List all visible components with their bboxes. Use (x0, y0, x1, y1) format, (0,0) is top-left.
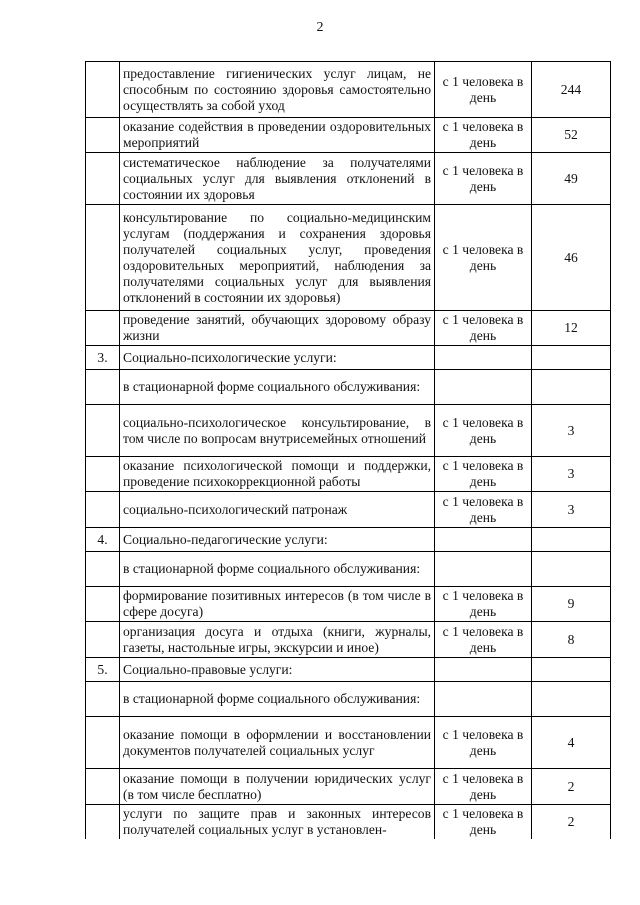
value-cell: 3 (532, 405, 611, 457)
unit-cell: с 1 человека в день (435, 118, 532, 153)
value-cell: 244 (532, 62, 611, 118)
table-row (86, 405, 611, 457)
row-number-cell (86, 492, 120, 528)
unit-cell: с 1 человека в день (435, 405, 532, 457)
unit-cell: с 1 человека в день (435, 457, 532, 492)
value-cell: 9 (532, 587, 611, 622)
service-name-cell: оказание помощи в получении юридических услуг (в том числе бесплатно) (120, 769, 435, 805)
page-number: 2 (316, 20, 324, 35)
row-number-cell (86, 118, 120, 153)
unit-cell (435, 528, 532, 552)
table-row (86, 717, 611, 769)
value-cell: 2 (532, 805, 611, 840)
row-number-cell: 4. (86, 528, 120, 552)
row-number-cell (86, 153, 120, 205)
row-number-cell: 5. (86, 658, 120, 682)
value-cell: 3 (532, 492, 611, 528)
value-cell: 52 (532, 118, 611, 153)
table-row (86, 658, 611, 682)
table-row (86, 805, 611, 840)
value-cell: 3 (532, 457, 611, 492)
service-name-cell: консультирование по социально-медицинским услугам (поддержания и сохранения здоровья получателей социальных услуг, проведения оздоровительных мероприятий, наблюдения за получателями социальных услуг для выявления отклонений в состоянии их здоровья) (120, 205, 435, 311)
unit-cell: с 1 человека в день (435, 492, 532, 528)
unit-cell (435, 346, 532, 370)
unit-cell: с 1 человека в день (435, 153, 532, 205)
value-cell (532, 552, 611, 587)
unit-cell (435, 370, 532, 405)
unit-cell: с 1 человека в день (435, 587, 532, 622)
row-number-cell (86, 587, 120, 622)
table-row (86, 370, 611, 405)
service-name-cell: в стационарной форме социального обслуживания: (120, 370, 435, 405)
unit-cell: с 1 человека в день (435, 769, 532, 805)
value-cell (532, 528, 611, 552)
row-number-cell (86, 311, 120, 346)
service-name-cell: в стационарной форме социального обслуживания: (120, 682, 435, 717)
services-table (85, 61, 611, 839)
unit-cell: с 1 человека в день (435, 717, 532, 769)
unit-cell: с 1 человека в день (435, 62, 532, 118)
table-row (86, 118, 611, 153)
value-cell (532, 370, 611, 405)
table-row (86, 457, 611, 492)
table-row (86, 769, 611, 805)
service-name-cell: организация досуга и отдыха (книги, журналы, газеты, настольные игры, экскурсии и иное) (120, 622, 435, 658)
table-row (86, 311, 611, 346)
value-cell: 12 (532, 311, 611, 346)
row-number-cell (86, 769, 120, 805)
service-name-cell: предоставление гигиенических услуг лицам, не способным по состоянию здоровья самостоятельно осуществлять за собой уход (120, 62, 435, 118)
value-cell: 8 (532, 622, 611, 658)
row-number-cell (86, 405, 120, 457)
unit-cell: с 1 человека в день (435, 622, 532, 658)
service-name-cell: услуги по защите прав и законных интересов получателей социальных услуг в установлен- (120, 805, 435, 840)
row-number-cell (86, 457, 120, 492)
unit-cell: с 1 человека в день (435, 805, 532, 840)
table-row (86, 153, 611, 205)
row-number-cell (86, 552, 120, 587)
service-name-cell: проведение занятий, обучающих здоровому образу жизни (120, 311, 435, 346)
service-name-cell: социально-психологический патронаж (120, 492, 435, 528)
value-cell (532, 658, 611, 682)
row-number-cell: 3. (86, 346, 120, 370)
services-table-body (86, 62, 611, 840)
table-row (86, 346, 611, 370)
table-row (86, 552, 611, 587)
row-number-cell (86, 62, 120, 118)
service-name-cell: в стационарной форме социального обслуживания: (120, 552, 435, 587)
table-row (86, 587, 611, 622)
row-number-cell (86, 205, 120, 311)
table-row (86, 682, 611, 717)
row-number-cell (86, 682, 120, 717)
value-cell (532, 346, 611, 370)
service-name-cell: оказание психологической помощи и поддержки, проведение психокоррекционной работы (120, 457, 435, 492)
row-number-cell (86, 805, 120, 840)
value-cell (532, 682, 611, 717)
unit-cell: с 1 человека в день (435, 205, 532, 311)
unit-cell (435, 658, 532, 682)
table-row (86, 62, 611, 118)
table-row (86, 622, 611, 658)
table-row (86, 205, 611, 311)
row-number-cell (86, 717, 120, 769)
service-name-cell: оказание содействия в проведении оздоровительных мероприятий (120, 118, 435, 153)
service-name-cell: Социально-правовые услуги: (120, 658, 435, 682)
unit-cell (435, 682, 532, 717)
service-name-cell: систематическое наблюдение за получателями социальных услуг для выявления отклонений в состоянии их здоровья (120, 153, 435, 205)
row-number-cell (86, 622, 120, 658)
row-number-cell (86, 370, 120, 405)
service-name-cell: Социально-психологические услуги: (120, 346, 435, 370)
value-cell: 46 (532, 205, 611, 311)
service-name-cell: Социально-педагогические услуги: (120, 528, 435, 552)
unit-cell: с 1 человека в день (435, 311, 532, 346)
value-cell: 4 (532, 717, 611, 769)
table-row (86, 528, 611, 552)
unit-cell (435, 552, 532, 587)
table-row (86, 492, 611, 528)
service-name-cell: оказание помощи в оформлении и восстановлении документов получателей социальных услуг (120, 717, 435, 769)
service-name-cell: формирование позитивных интересов (в том числе в сфере досуга) (120, 587, 435, 622)
value-cell: 2 (532, 769, 611, 805)
service-name-cell: социально-психологическое консультирование, в том числе по вопросам внутрисемейных отношений (120, 405, 435, 457)
value-cell: 49 (532, 153, 611, 205)
